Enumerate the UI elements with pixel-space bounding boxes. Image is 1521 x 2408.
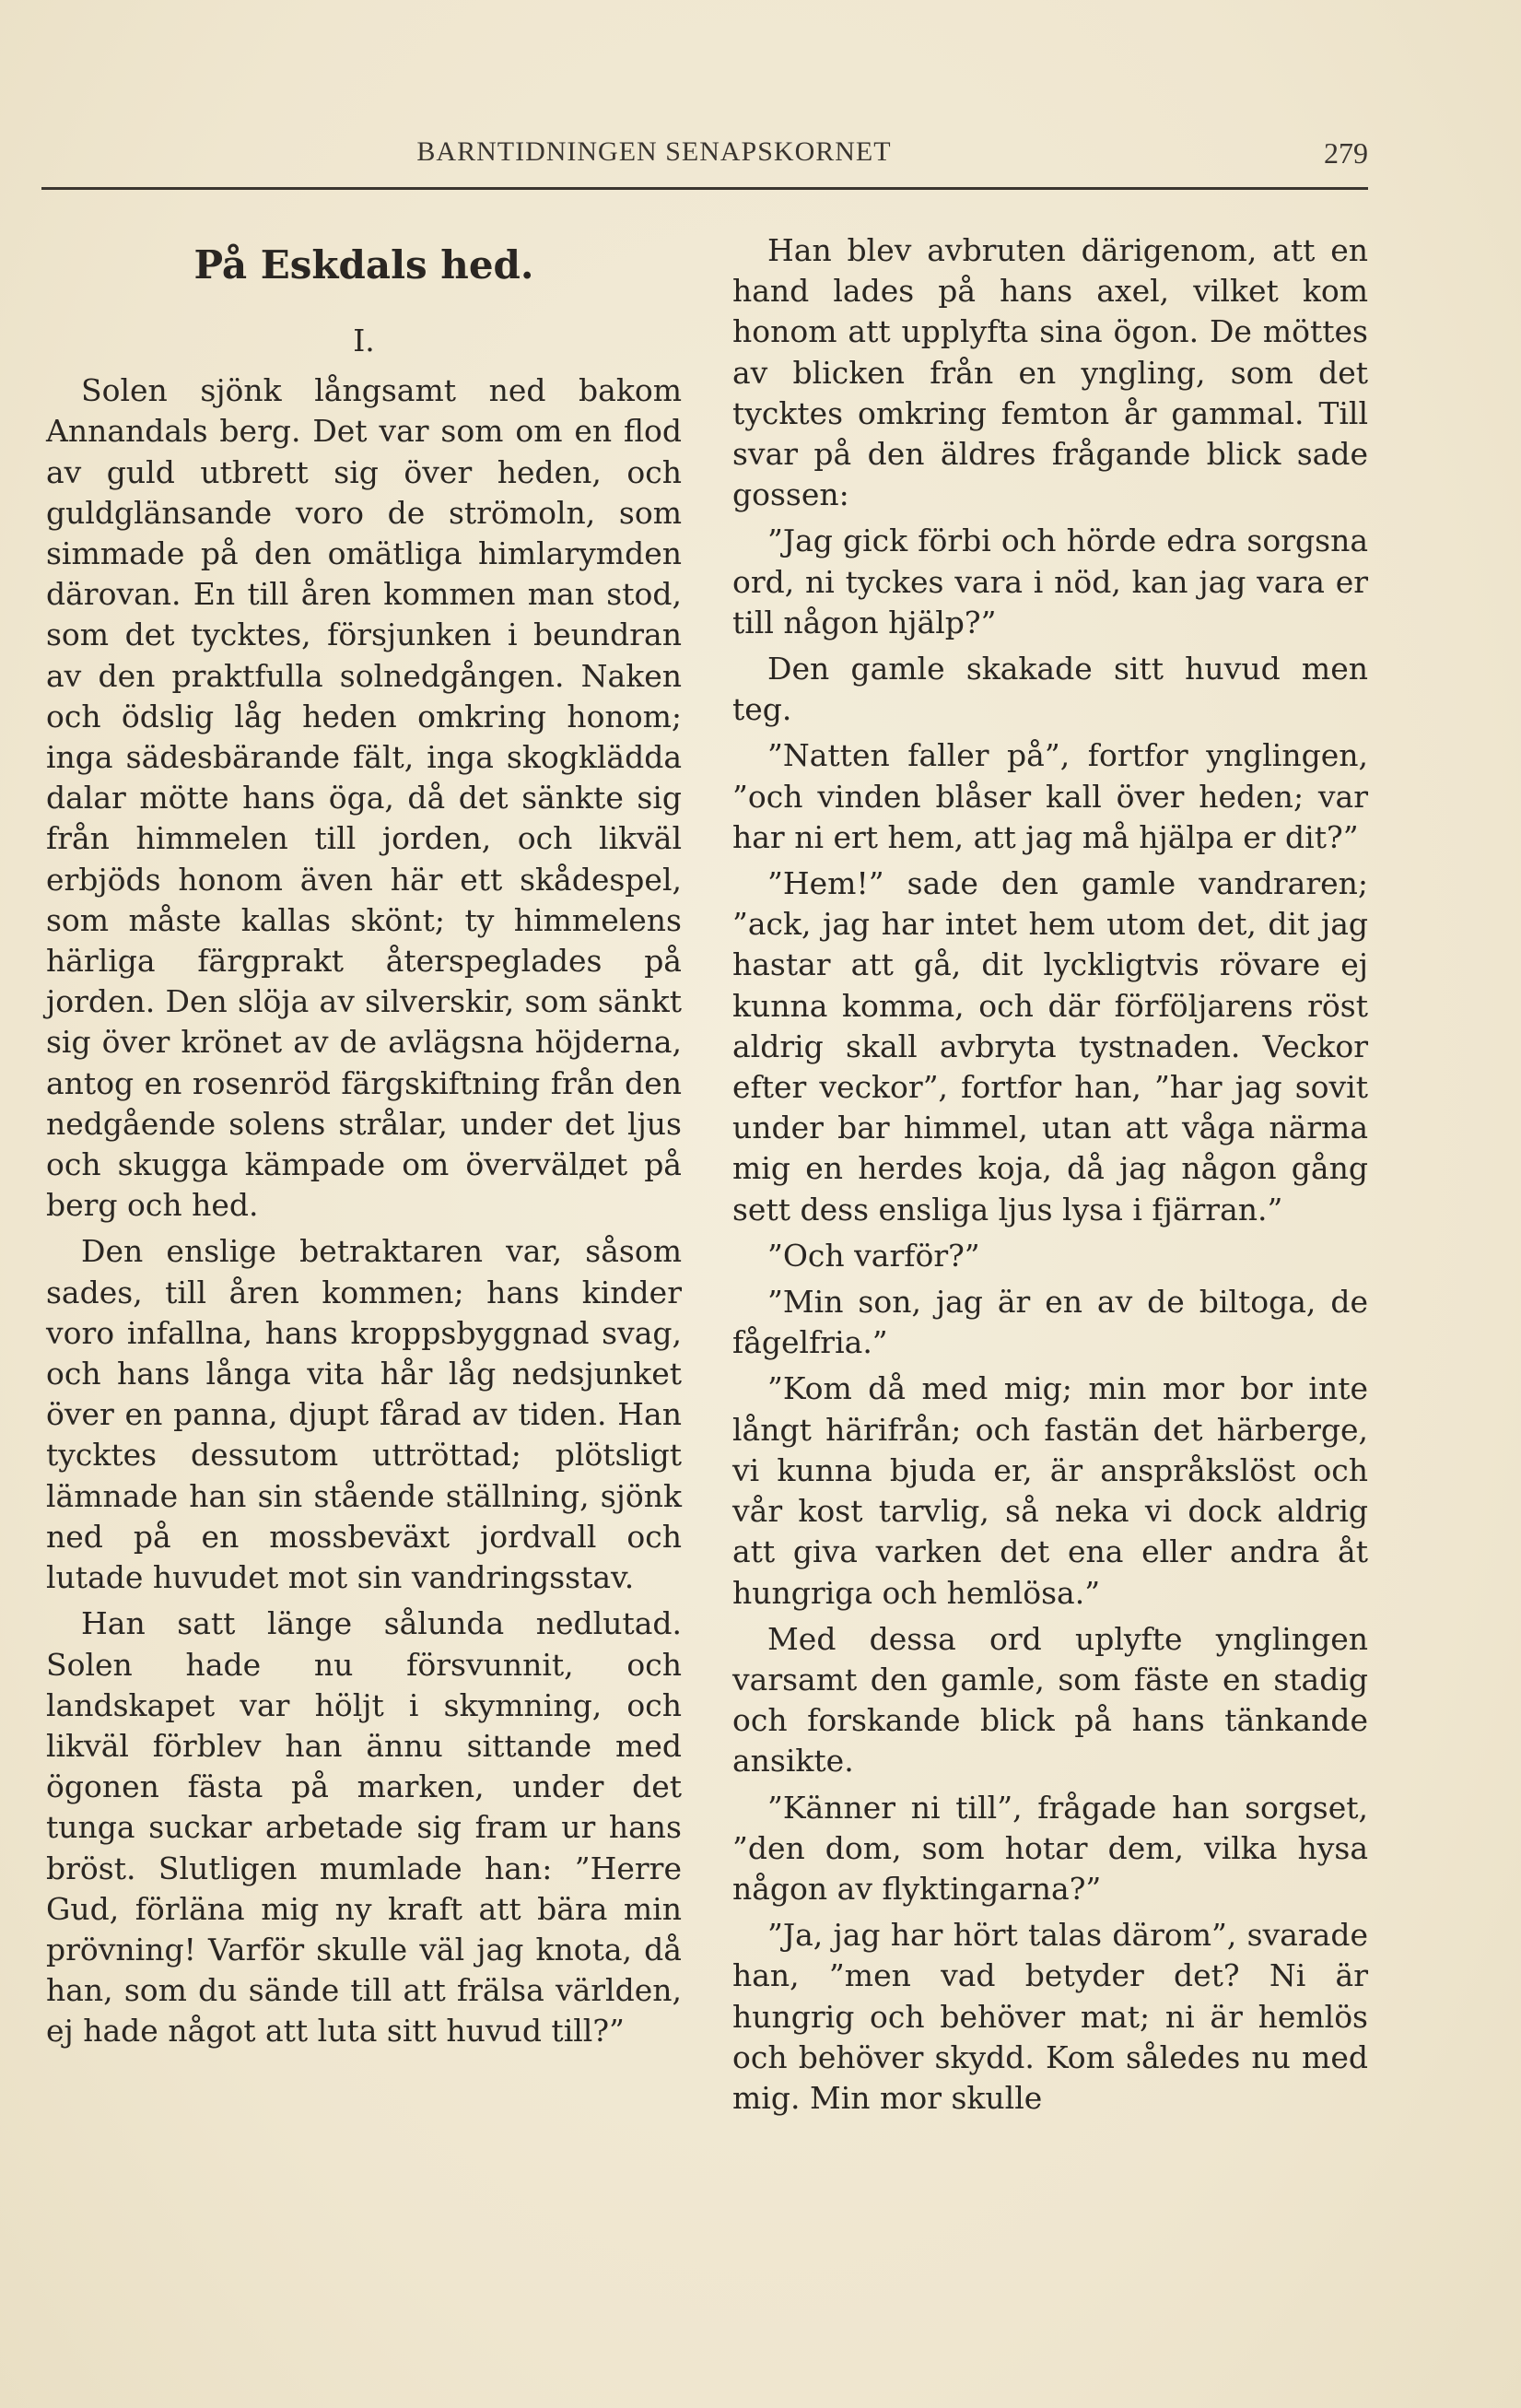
paragraph: Han satt länge sålunda nedlutad. Solen hade nu försvunnit, och landskapet var höljt i skymning, och likväl förblev han ännu sittande med ögonen fästa på marken, under det tunga suckar arbetade sig fram ur hans bröst. Slutligen mumlade han: ”Herre Gud, förläna mig ny kraft att bära min prövning! Varför skulle väl jag knota, då han, som du sände till att frälsa världen, ej hade något att luta sitt huvud till?” [46, 1605, 682, 2050]
right-column [732, 230, 1368, 2124]
paragraph: ”Hem!” sade den gamle vandraren; ”ack, jag har intet hem utom det, dit jag hastar att gå, dit lyckligtvis rövare ej kunna komma, och där förföljarens röst aldrig skall avbryta tystnaden. Veckor efter veckor”, fortfor han, ”har jag sovit under bar himmel, utan att våga närma mig en herdes koja, då jag någon gång sett dess ensliga ljus lysa i fjärran.” [732, 865, 1368, 1227]
paragraph: ”Min son, jag är en av de biltoga, de fågelfria.” [732, 1284, 1368, 1361]
running-head: BARNTIDNINGEN SENAPSKORNET [416, 136, 892, 167]
paragraph: ”Kom då med mig; min mor bor inte långt härifrån; och fastän det härberge, vi kunna bjuda er, är anspråkslöst och vår kost tarvlig, så neka vi dock aldrig att giva varken det ena eller andra åt hungriga och hemlösa.” [732, 1370, 1368, 1611]
page-number: 279 [1324, 136, 1368, 170]
paragraph: ”Jag gick förbi och hörde edra sorgsna ord, ni tyckes vara i nöd, kan jag vara er till någon hjälp?” [732, 523, 1368, 640]
paragraph: ”Och varför?” [767, 1237, 980, 1274]
paragraph: Han blev avbruten därigenom, att en hand lades på hans axel, vilket kom honom att upplyfta sina ögon. De möttes av blicken från en yngling, som det tycktes omkring femton år gammal. Till svar på den äldres frågande blick sade gossen: [732, 232, 1368, 513]
left-column [46, 230, 682, 2058]
paragraph: ”Ja, jag har hört talas därom”, svarade han, ”men vad betyder det? Ni är hungrig och behöver mat; ni är hemlös och behöver skydd. Kom således nu med mig. Min mor skulle [732, 1917, 1368, 2116]
chapter-number: I. [353, 323, 375, 358]
paragraph: Den enslige betraktaren var, såsom sades, till åren kommen; hans kinder voro infallna, hans kroppsbyggnad svag, och hans långa vita hår låg nedsjunket över en panna, djupt fårad av tiden. Han tycktes dessutom uttröttad; plötsligt lämnade han sin stående ställning, sjönk ned på en mossbeväxt jordvall och lutade huvudet mot sin vandringsstav. [46, 1233, 682, 1596]
paragraph: ”Natten faller på”, fortfor ynglingen, ”och vinden blåser kall över heden; var har ni ert hem, att jag må hjälpa er dit?” [732, 737, 1368, 855]
paragraph: Med dessa ord uplyfte ynglingen varsamt den gamle, som fäste en stadig och forskande blick på hans tänkande ansikte. [732, 1620, 1368, 1780]
header-rule [41, 187, 1368, 190]
paragraph: Den gamle skakade sitt huvud men teg. [732, 651, 1368, 728]
paragraph: Solen sjönk långsamt ned bakom Annandals berg. Det var som om en flod av guld utbrett sig över heden, och guldglänsande voro de strömoln, som simmade på den omätliga himlarymden därovan. En till åren kommen man stod, som det tycktes, försjunken i beundran av den praktfulla solnedgången. Naken och ödslig låg heden omkring honom; inga sädesbärande fält, inga skogklädda dalar mötte hans öga, då det sänkte sig från himmelen till jorden, och likväl erbjöds honom även här ett skådespel, som måste kallas skönt; ty himmelens härliga färgprakt återspeglades på jorden. Den slöja av silverskir, som sänkt sig över krönet av de avlägsna höjderna, antog en rosenröd färgskiftning från den nedgående solens strålar, under det ljus och skugga kämpade om övervälдet på berg och hed. [46, 372, 682, 1224]
paragraph: ”Känner ni till”, frågade han sorgset, ”den dom, som hotar dem, vilka hysa någon av flyktingarna?” [732, 1789, 1368, 1907]
article-title: På Eskdals hed. [193, 242, 534, 288]
